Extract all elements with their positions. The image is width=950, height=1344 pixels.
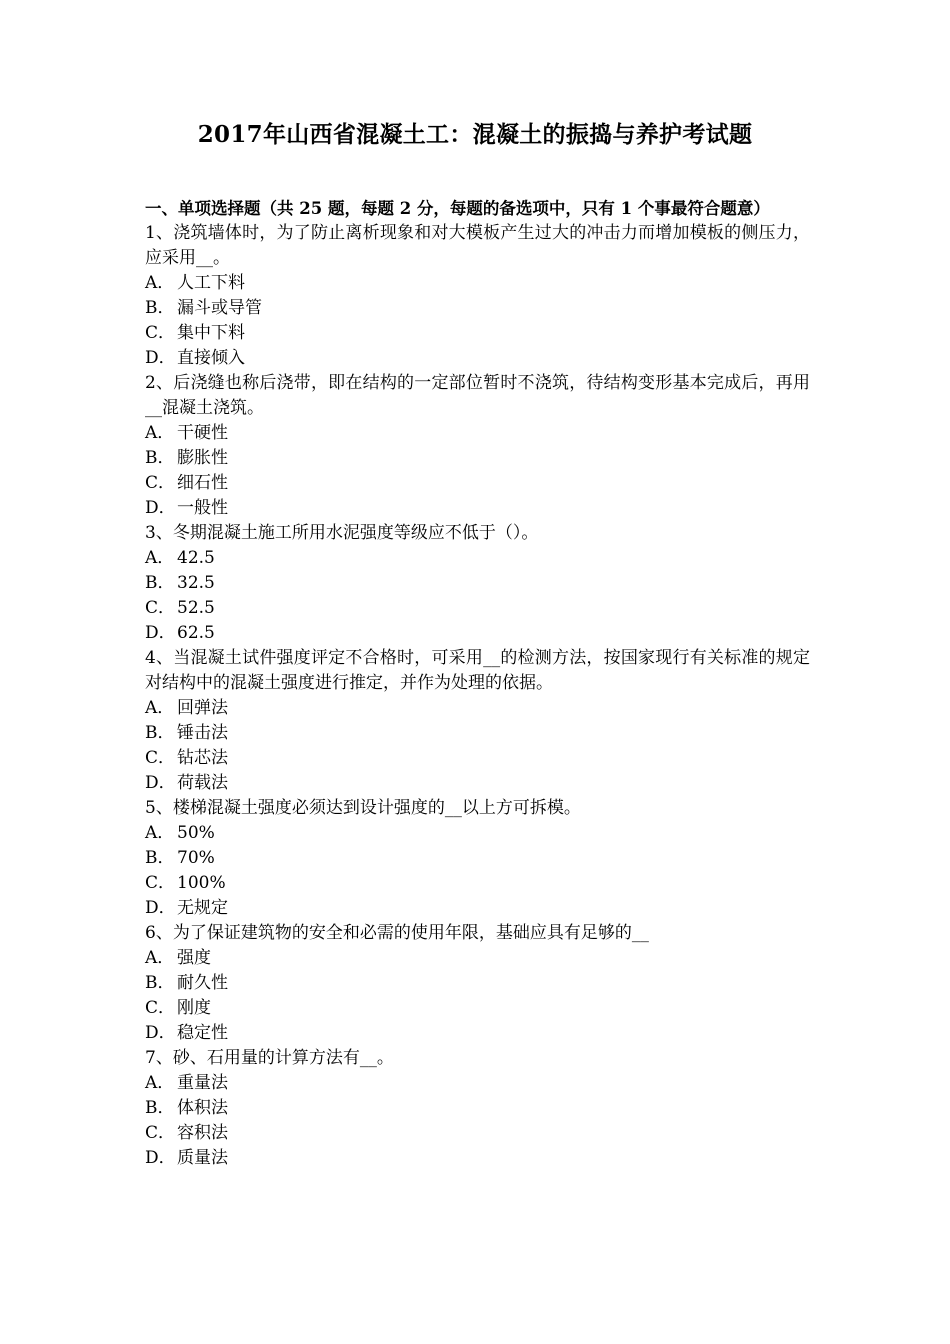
question-stem: 1、浇筑墙体时，为了防止离析现象和对大模板产生过大的冲击力而增加模板的侧压力，应采用__。: [145, 223, 810, 268]
option-text: 耐久性: [177, 973, 228, 993]
option-text: 32.5: [177, 573, 215, 593]
question-item: [145, 796, 810, 921]
option-letter: D．: [145, 498, 176, 518]
answer-option: [145, 696, 810, 721]
answer-option: [145, 571, 810, 596]
answer-option: [145, 971, 810, 996]
option-letter: A．: [145, 948, 175, 968]
answer-option: [145, 946, 810, 971]
option-letter: C．: [145, 598, 176, 618]
option-text: 直接倾入: [177, 348, 245, 368]
option-text: 刚度: [177, 998, 211, 1018]
answer-option: [145, 346, 810, 371]
option-letter: A．: [145, 823, 175, 843]
option-letter: D．: [145, 773, 176, 793]
question-stem: 6、为了保证建筑物的安全和必需的使用年限，基础应具有足够的__: [145, 923, 649, 943]
answer-option: [145, 471, 810, 496]
answer-option: [145, 746, 810, 771]
answer-option: [145, 421, 810, 446]
option-text: 干硬性: [177, 423, 228, 443]
question-item: [145, 371, 810, 521]
answer-option: [145, 846, 810, 871]
option-letter: C．: [145, 323, 176, 343]
answer-option: [145, 871, 810, 896]
option-letter: C．: [145, 473, 176, 493]
option-text: 容积法: [177, 1123, 228, 1143]
option-text: 62.5: [177, 623, 215, 643]
answer-option: [145, 721, 810, 746]
answer-option: [145, 1096, 810, 1121]
option-letter: B．: [145, 723, 175, 743]
answer-option: [145, 546, 810, 571]
option-letter: D．: [145, 1023, 176, 1043]
question-item: [145, 521, 810, 646]
option-text: 锤击法: [177, 723, 228, 743]
answer-option: [145, 296, 810, 321]
option-letter: C．: [145, 998, 176, 1018]
option-text: 集中下料: [177, 323, 245, 343]
answer-option: [145, 771, 810, 796]
answer-option: [145, 321, 810, 346]
question-stem: 7、砂、石用量的计算方法有__。: [145, 1048, 394, 1068]
option-text: 50%: [177, 823, 215, 843]
question-item: [145, 646, 810, 796]
option-letter: D．: [145, 348, 176, 368]
option-text: 质量法: [177, 1148, 228, 1168]
option-letter: B．: [145, 573, 175, 593]
option-letter: B．: [145, 1098, 175, 1118]
option-letter: B．: [145, 848, 175, 868]
option-text: 无规定: [177, 898, 228, 918]
option-text: 稳定性: [177, 1023, 228, 1043]
question-stem: 4、当混凝土试件强度评定不合格时，可采用__的检测方法，按国家现行有关标准的规定对结构中的混凝土强度进行推定，并作为处理的依据。: [145, 648, 810, 693]
option-text: 细石性: [177, 473, 228, 493]
answer-option: [145, 1071, 810, 1096]
section-heading: 一、单项选择题（共 25 题，每题 2 分，每题的备选项中，只有 1 个事最符合题意）: [145, 199, 770, 218]
option-letter: C．: [145, 1123, 176, 1143]
answer-option: [145, 271, 810, 296]
question-stem: 3、冬期混凝土施工所用水泥强度等级应不低于（）。: [145, 523, 539, 543]
option-text: 52.5: [177, 598, 215, 618]
option-letter: A．: [145, 698, 175, 718]
option-text: 70%: [177, 848, 215, 868]
answer-option: [145, 1146, 810, 1171]
answer-option: [145, 596, 810, 621]
option-letter: A．: [145, 1073, 175, 1093]
option-text: 荷载法: [177, 773, 228, 793]
document-title: 2017年山西省混凝土工：混凝土的振捣与养护考试题: [197, 121, 753, 148]
option-letter: A．: [145, 548, 175, 568]
option-text: 100%: [177, 873, 226, 893]
option-letter: A．: [145, 273, 175, 293]
answer-option: [145, 821, 810, 846]
option-letter: C．: [145, 873, 176, 893]
question-stem: 5、楼梯混凝土强度必须达到设计强度的__以上方可拆模。: [145, 798, 581, 818]
option-letter: D．: [145, 623, 176, 643]
option-letter: B．: [145, 973, 175, 993]
question-item: [145, 1046, 810, 1171]
option-text: 体积法: [177, 1098, 228, 1118]
option-letter: B．: [145, 448, 175, 468]
answer-option: [145, 1121, 810, 1146]
option-letter: D．: [145, 1148, 176, 1168]
option-letter: A．: [145, 423, 175, 443]
option-text: 重量法: [177, 1073, 228, 1093]
option-text: 回弹法: [177, 698, 228, 718]
option-text: 钻芯法: [177, 748, 228, 768]
option-text: 42.5: [177, 548, 215, 568]
option-text: 一般性: [177, 498, 228, 518]
answer-option: [145, 896, 810, 921]
option-text: 漏斗或导管: [177, 298, 262, 318]
question-item: [145, 921, 810, 1046]
question-item: [145, 221, 810, 371]
answer-option: [145, 1021, 810, 1046]
option-letter: C．: [145, 748, 176, 768]
option-text: 强度: [177, 948, 211, 968]
answer-option: [145, 496, 810, 521]
answer-option: [145, 621, 810, 646]
option-text: 膨胀性: [177, 448, 228, 468]
question-list: [145, 221, 810, 1171]
question-stem: 2、后浇缝也称后浇带，即在结构的一定部位暂时不浇筑，待结构变形基本完成后，再用__混凝土浇筑。: [145, 373, 810, 418]
document-body: [145, 196, 810, 1171]
answer-option: [145, 996, 810, 1021]
answer-option: [145, 446, 810, 471]
option-letter: D．: [145, 898, 176, 918]
option-text: 人工下料: [177, 273, 245, 293]
option-letter: B．: [145, 298, 175, 318]
